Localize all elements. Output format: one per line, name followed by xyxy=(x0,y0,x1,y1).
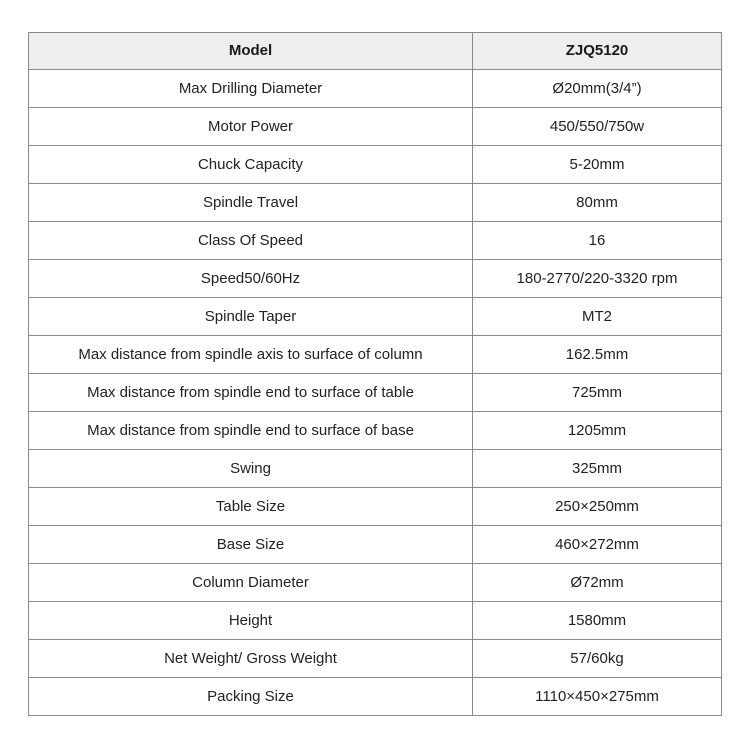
spec-value: 1110×450×275mm xyxy=(473,678,722,716)
table-row xyxy=(29,526,722,564)
spec-label: Base Size xyxy=(29,526,473,564)
header-model-value: ZJQ5120 xyxy=(473,33,722,70)
table-row xyxy=(29,450,722,488)
table-row xyxy=(29,184,722,222)
spec-label: Max distance from spindle end to surface of base xyxy=(29,412,473,450)
spec-value: 450/550/750w xyxy=(473,108,722,146)
spec-label: Speed50/60Hz xyxy=(29,260,473,298)
spec-label: Height xyxy=(29,602,473,640)
spec-value: 1205mm xyxy=(473,412,722,450)
table-row xyxy=(29,336,722,374)
spec-value: MT2 xyxy=(473,298,722,336)
spec-label: Motor Power xyxy=(29,108,473,146)
spec-value: 325mm xyxy=(473,450,722,488)
table-row xyxy=(29,260,722,298)
spec-value: Ø20mm(3/4”) xyxy=(473,70,722,108)
table-row xyxy=(29,146,722,184)
spec-label: Max distance from spindle axis to surface of column xyxy=(29,336,473,374)
spec-label: Table Size xyxy=(29,488,473,526)
header-model-label: Model xyxy=(29,33,473,70)
specification-table xyxy=(28,32,722,716)
table-row xyxy=(29,222,722,260)
spec-label: Max distance from spindle end to surface of table xyxy=(29,374,473,412)
table-row xyxy=(29,70,722,108)
table-row xyxy=(29,298,722,336)
table-row xyxy=(29,564,722,602)
table-header xyxy=(29,33,722,70)
spec-value: 80mm xyxy=(473,184,722,222)
table-row xyxy=(29,602,722,640)
table-row xyxy=(29,374,722,412)
spec-value: 180-2770/220-3320 rpm xyxy=(473,260,722,298)
spec-value: 725mm xyxy=(473,374,722,412)
spec-label: Packing Size xyxy=(29,678,473,716)
spec-label: Spindle Travel xyxy=(29,184,473,222)
spec-label: Column Diameter xyxy=(29,564,473,602)
spec-label: Max Drilling Diameter xyxy=(29,70,473,108)
spec-value: 250×250mm xyxy=(473,488,722,526)
table-row xyxy=(29,678,722,716)
spec-value: 16 xyxy=(473,222,722,260)
spec-label: Spindle Taper xyxy=(29,298,473,336)
spec-value: 5-20mm xyxy=(473,146,722,184)
spec-label: Net Weight/ Gross Weight xyxy=(29,640,473,678)
table-row xyxy=(29,488,722,526)
spec-value: 460×272mm xyxy=(473,526,722,564)
spec-value: 57/60kg xyxy=(473,640,722,678)
header-row xyxy=(29,33,722,70)
table-row xyxy=(29,412,722,450)
spec-value: 1580mm xyxy=(473,602,722,640)
spec-label: Class Of Speed xyxy=(29,222,473,260)
table-row xyxy=(29,640,722,678)
spec-label: Chuck Capacity xyxy=(29,146,473,184)
spec-value: 162.5mm xyxy=(473,336,722,374)
table-row xyxy=(29,108,722,146)
spec-label: Swing xyxy=(29,450,473,488)
table-body xyxy=(29,70,722,716)
spec-value: Ø72mm xyxy=(473,564,722,602)
